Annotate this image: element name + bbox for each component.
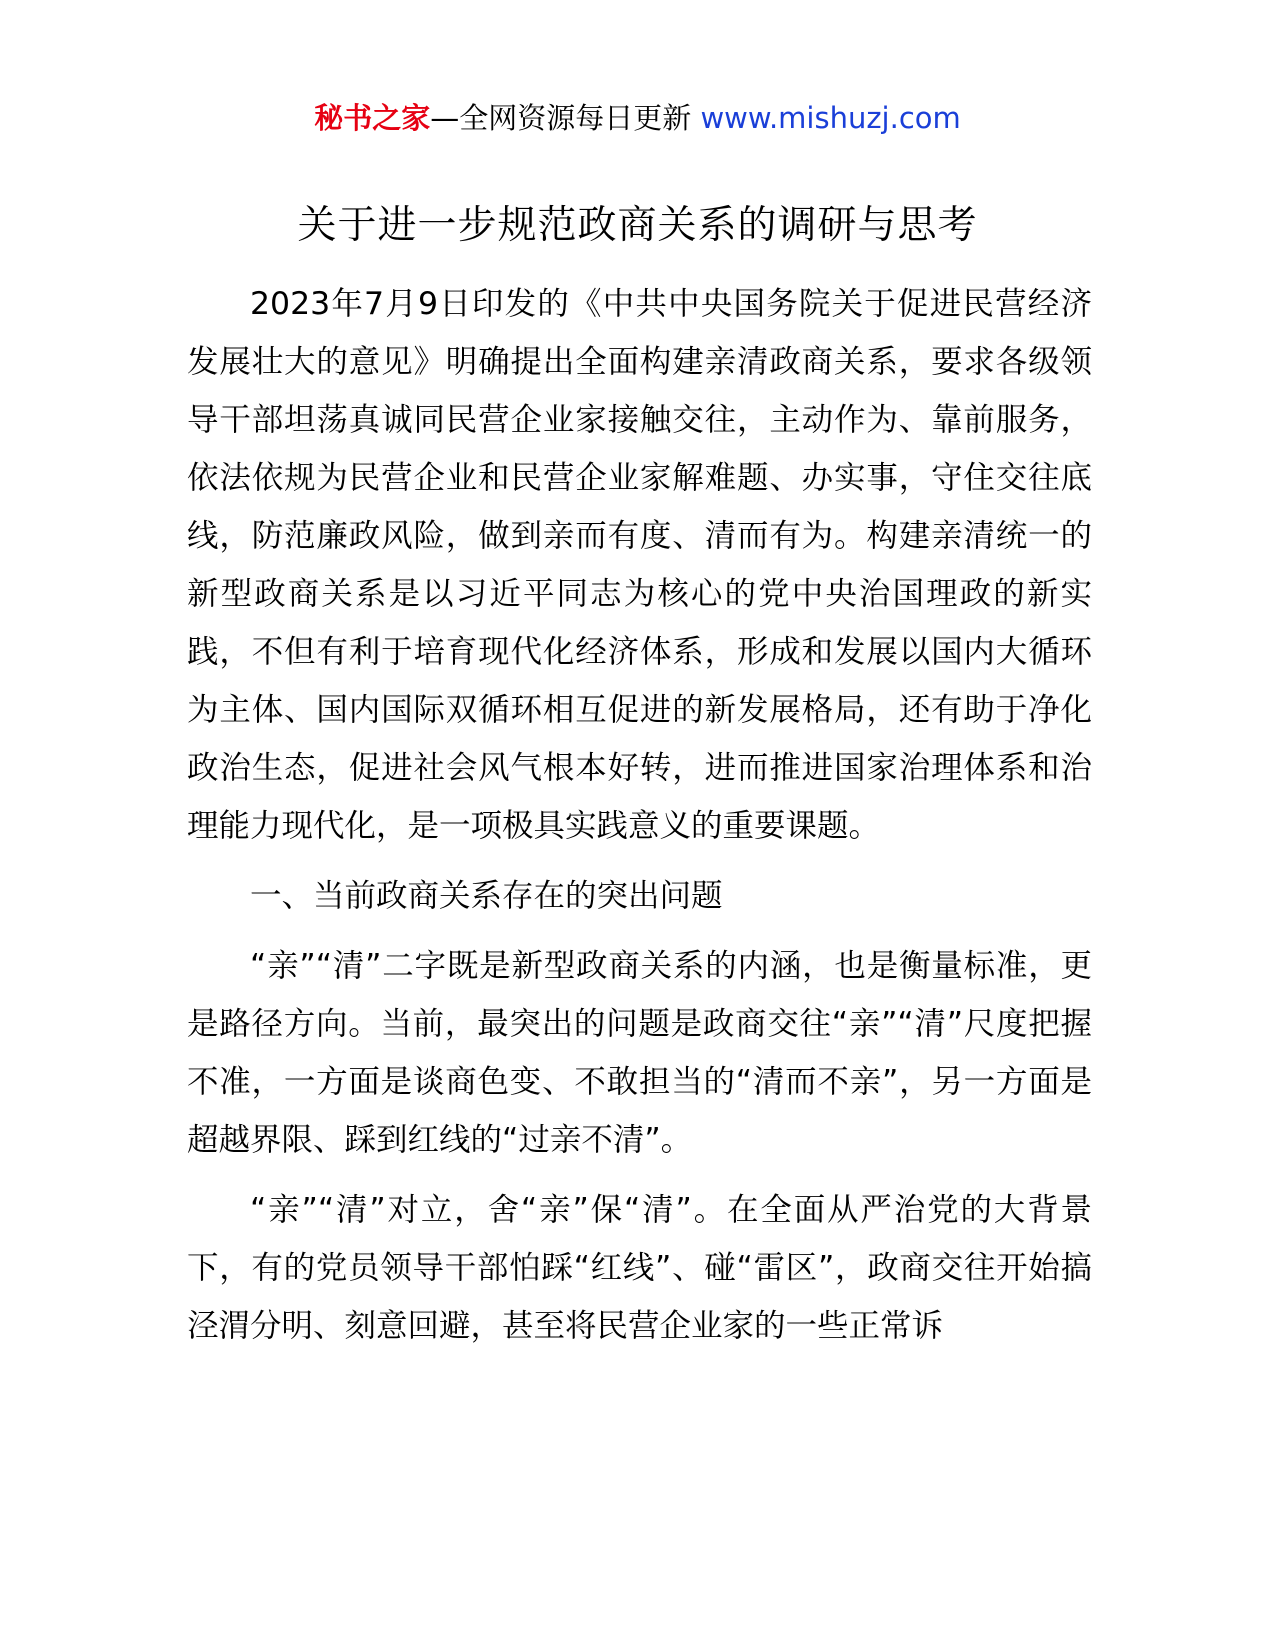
document-title: 关于进一步规范政商关系的调研与思考 [297, 203, 978, 248]
brand-name: 秘书之家 [314, 101, 431, 135]
header-tagline: —全网资源每日更新 [430, 101, 692, 135]
intro-paragraph: 2023年7月9日印发的《中共中央国务院关于促进民营经济发展壮大的意见》明确提出全面构建亲清政商关系，要求各级领导干部坦荡真诚同民营企业家接触交往，主动作为、靠前服务，依法依规为民营企业和民营企业家解难题、办实事，守住交往底线，防范廉政风险，做到亲而有度、清而有为。构建亲清统一的新型政商关系是以习近平同志为核心的党中央治国理政的新实践，不但有利于培育现代化经济体系，形成和发展以国内大循环为主体、国内国际双循环相互促进的新发展格局，还有助于净化政治生态，促进社会风气根本好转，进而推进国家治理体系和治理能力现代化，是一项极具实践意义的重要课题。 [187, 286, 1092, 844]
site-header [0, 98, 1275, 138]
section-heading: 一、当前政商关系存在的突出问题 [250, 878, 723, 914]
website-link[interactable]: www.mishuzj.com [700, 101, 961, 135]
body-paragraph: “亲”“清”二字既是新型政商关系的内涵，也是衡量标准，更是路径方向。当前，最突出的问题是政商交往“亲”“清”尺度把握不准，一方面是谈商色变、不敢担当的“清而不亲”，另一方面是超越界限、踩到红线的“过亲不清”。 [187, 948, 1092, 1158]
document-body [187, 275, 1092, 1355]
body-paragraph: “亲”“清”对立，舍“亲”保“清”。在全面从严治党的大背景下，有的党员领导干部怕踩“红线”、碰“雷区”，政商交往开始搞泾渭分明、刻意回避，甚至将民营企业家的一些正常诉 [187, 1192, 1092, 1344]
